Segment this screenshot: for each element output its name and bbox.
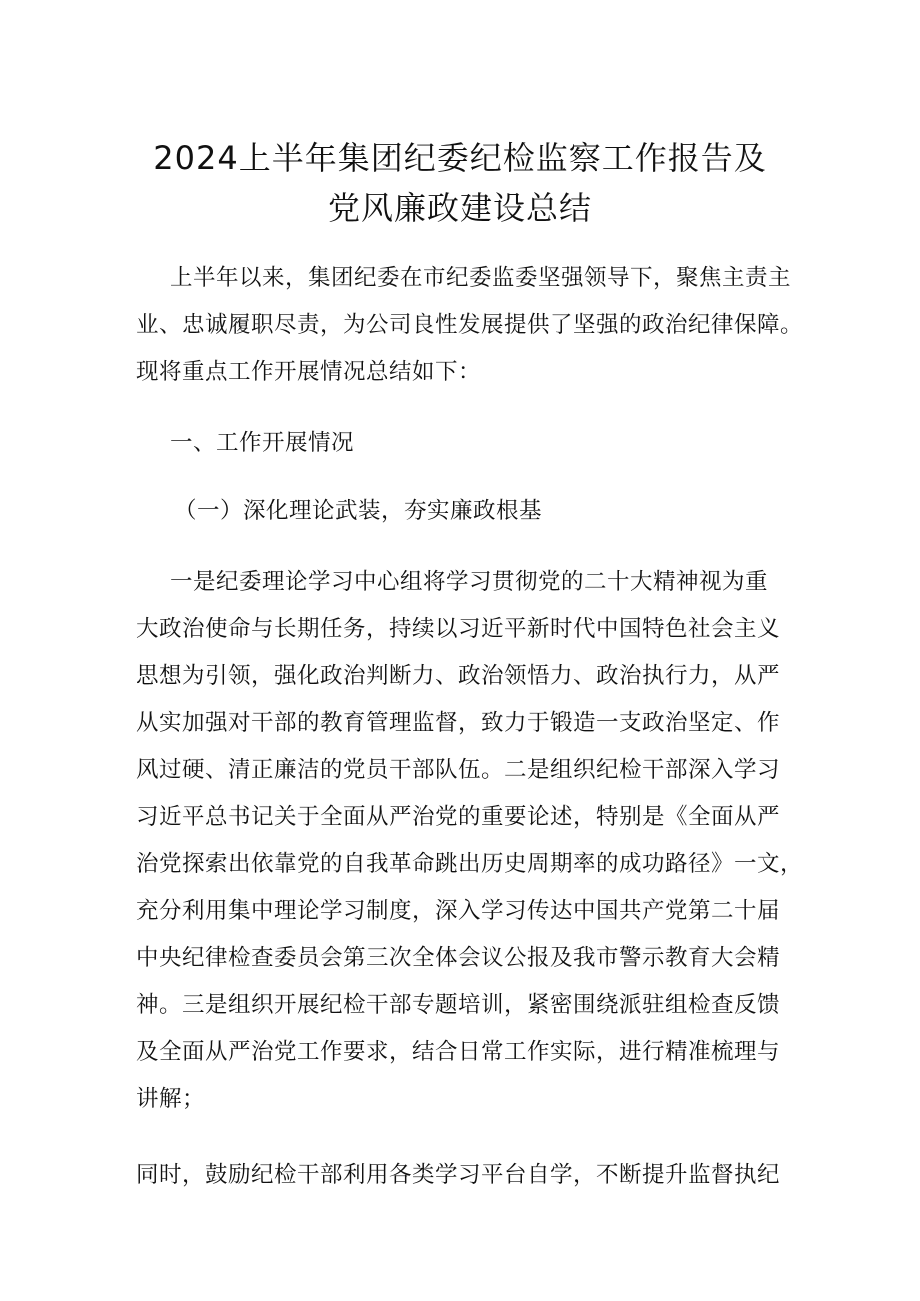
- subsection-heading: （一）深化理论武装，夯实廉政根基: [174, 498, 543, 524]
- intro-line-2: 业、忠诚履职尽责，为公司良性发展提供了坚强的政治纪律保障。: [136, 312, 804, 338]
- body-line-10: 神。三是组织开展纪检干部专题培训，紧密围绕派驻组检查反馈: [136, 992, 781, 1018]
- body-line-13: 同时，鼓励纪检干部利用各类学习平台自学，不断提升监督执纪: [136, 1162, 781, 1188]
- body-line-9: 中央纪律检查委员会第三次全体会议公报及我市警示教育大会精: [136, 945, 781, 971]
- body-line-2: 大政治使命与长期任务，持续以习近平新时代中国特色社会主义: [136, 616, 781, 642]
- section-heading: 一、工作开展情况: [170, 430, 355, 456]
- intro-line-3: 现将重点工作开展情况总结如下：: [136, 359, 482, 385]
- body-line-11: 及全面从严治党工作要求，结合日常工作实际，进行精准梳理与: [136, 1039, 781, 1065]
- body-line-8: 充分利用集中理论学习制度，深入学习传达中国共产党第二十届: [136, 898, 781, 924]
- body-line-4: 从实加强对干部的教育管理监督，致力于锻造一支政治坚定、作: [136, 710, 781, 736]
- document-title-line-1: 2024上半年集团纪委纪检监察工作报告及: [153, 139, 767, 177]
- body-line-7: 治党探索出依靠党的自我革命跳出历史周期率的成功路径》一文，: [136, 851, 804, 877]
- body-line-12: 讲解；: [136, 1086, 206, 1112]
- body-line-3: 思想为引领，强化政治判断力、政治领悟力、政治执行力，从严: [136, 663, 781, 689]
- body-line-5: 风过硬、清正廉洁的党员干部队伍。二是组织纪检干部深入学习: [136, 757, 781, 783]
- body-line-6: 习近平总书记关于全面从严治党的重要论述，特别是《全面从严: [136, 804, 781, 830]
- intro-line-1: 上半年以来，集团纪委在市纪委监委坚强领导下，聚焦主责主: [170, 265, 792, 291]
- document-title-line-2: 党风廉政建设总结: [327, 189, 592, 227]
- body-line-1: 一是纪委理论学习中心组将学习贯彻党的二十大精神视为重: [170, 569, 769, 595]
